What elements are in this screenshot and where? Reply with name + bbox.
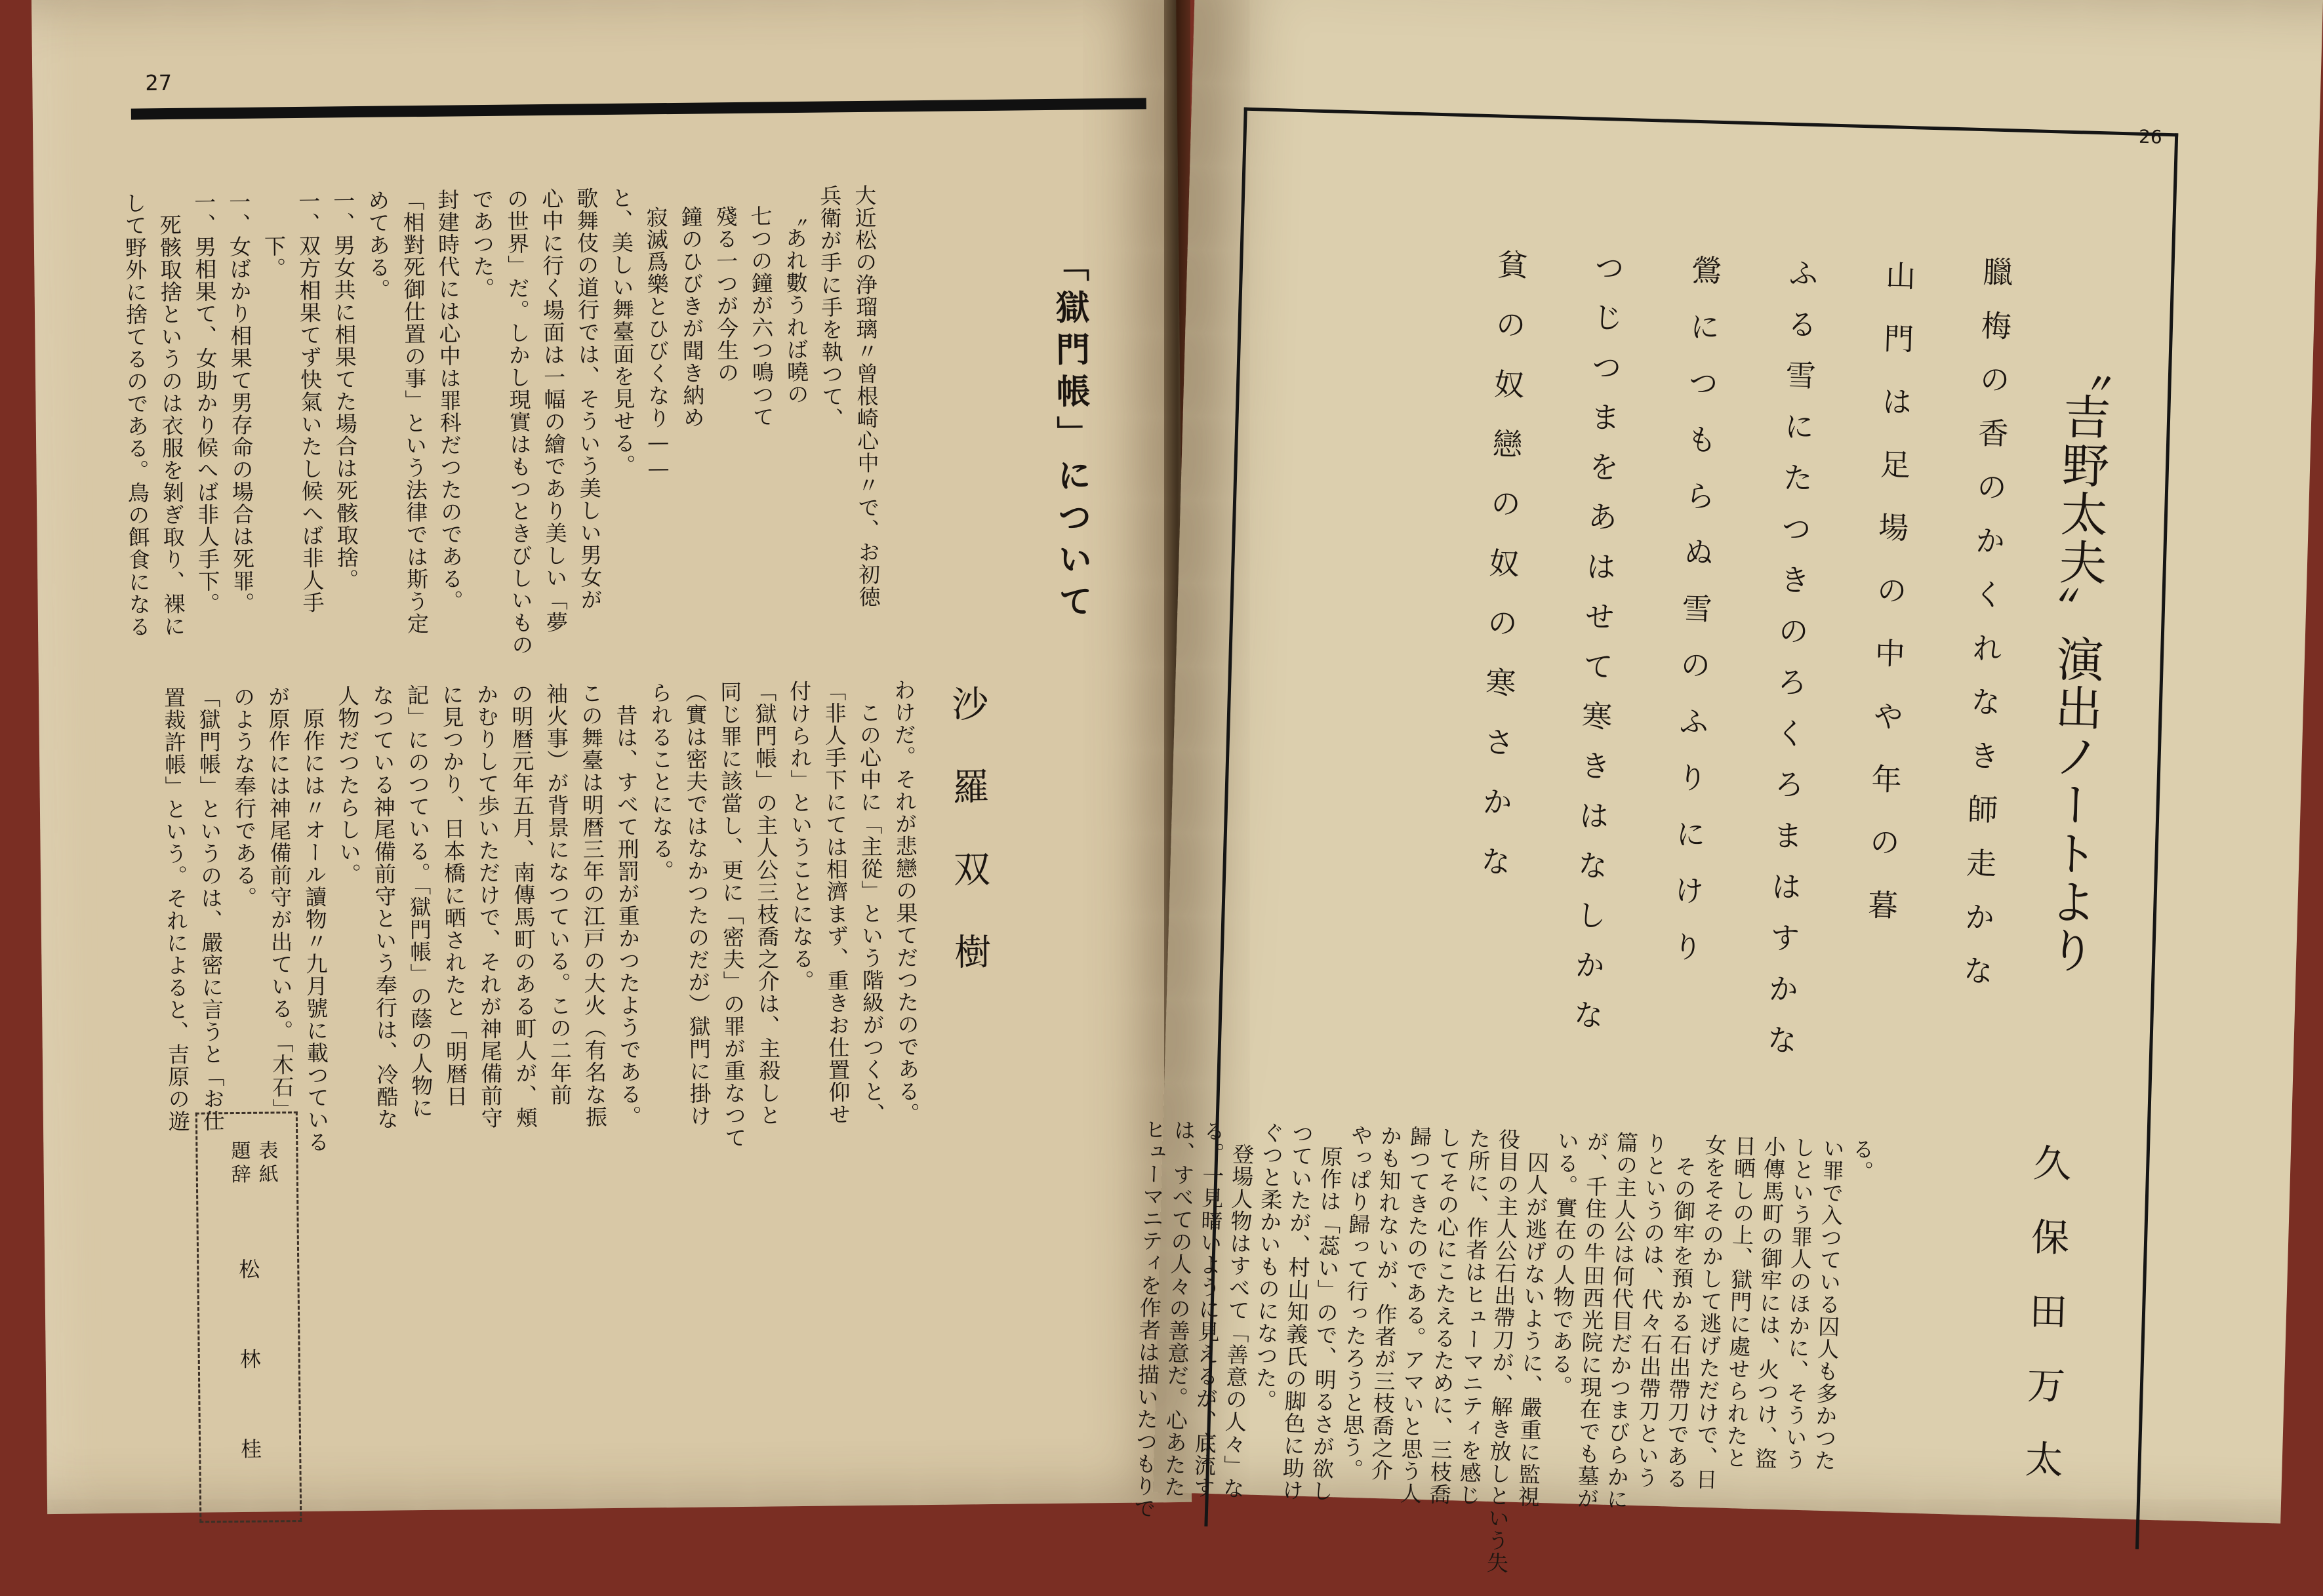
lower-column: 人物だつたらしい。 xyxy=(334,685,363,886)
upper-column: 鐘のひびきが聞き納め xyxy=(677,205,706,429)
lower-column: 昔は、すべて刑罰が重かつたようである。 xyxy=(612,681,643,1128)
lower-column: わけだ。それが悲戀の果てだつたのである。 xyxy=(890,679,921,1125)
upper-column: 〝あれ數うれば曉の xyxy=(782,204,810,406)
upper-column: 大近松の浄瑠璃〃曾根崎心中〃で、お初徳 xyxy=(851,184,881,608)
upper-column: 「相對死御仕置の事」という法律では斯う定 xyxy=(399,188,430,635)
continued-column: やっぱり歸って行ったろうと思う。 xyxy=(1338,1123,1374,1481)
continued-column: 役目の主人公石出帶刀が、解き放しという失 xyxy=(1483,1127,1522,1574)
continued-column: しという罪人のほかに、そういう xyxy=(1781,1136,1817,1471)
continued-column: いる。實在の人物である。 xyxy=(1547,1129,1581,1398)
continued-column: る。 xyxy=(1848,1137,1876,1184)
upper-column: 封建時代には心中は罪科だつたのである。 xyxy=(434,188,464,612)
continued-column: い罪で入つている囚人も多かつた xyxy=(1811,1136,1846,1472)
haiku-line: ふる雪にたつきのろくろまはすかな xyxy=(1761,256,1820,1076)
upper-column: 兵衛が手に手を執つて、 xyxy=(817,184,845,430)
upper-column: 一、男相果て、女助かり候へば非人手下。 xyxy=(191,191,221,615)
article-author: 沙羅双樹 xyxy=(946,684,992,1016)
haiku-line: 貧の奴戀の奴の寒さかな xyxy=(1475,249,1529,906)
lower-column: られることになる。 xyxy=(647,681,676,883)
lower-column: 記」にのつている。「獄門帳」の蔭の人物に xyxy=(403,683,434,1119)
lower-column: かむりして歩いただけで、それが神尾備前守 xyxy=(473,683,504,1130)
lower-column: 「非人手下にては相濟まず、重きお仕置仰せ xyxy=(820,679,852,1126)
lower-column: （實は密夫ではなかつたのだが）獄門に掛け xyxy=(681,681,713,1127)
upper-column: であつた。 xyxy=(469,188,496,300)
upper-column: 殘る一つが今生の xyxy=(712,205,740,384)
lower-column: 「獄門帳」の主人公三枝喬之介は、主殺しと xyxy=(751,680,782,1127)
continued-column: ヒューマニティを作者は描いたつもりで xyxy=(1130,1117,1167,1520)
cover-inscription-box xyxy=(195,1111,302,1528)
box-name: 松林桂 xyxy=(235,1258,264,1528)
essay-title: 〝吉野太夫〟演出ノートより xyxy=(2040,343,2113,976)
continued-column: 篇の主人公は何代目だかつまびらかに xyxy=(1603,1130,1640,1511)
lower-column: 置裁許帳」という。それによると、吉原の遊 xyxy=(160,686,192,1133)
upper-column: 死骸取捨というのは衣服を剝ぎ取り、裸に xyxy=(156,191,187,638)
haiku-line: 山門は足場の中や年の暮 xyxy=(1862,259,1917,953)
upper-column: して野外に捨てるのである。鳥の餌食になる xyxy=(121,191,152,638)
continued-column: が、千住の牛田西光院に現在でも墓が xyxy=(1573,1130,1610,1510)
upper-column: 七つの鐘が六つ鳴つて xyxy=(747,205,775,428)
continued-column: 日晒しの上、獄門に處せられたと xyxy=(1722,1134,1758,1469)
box-label-cover: 表紙 xyxy=(254,1140,278,1187)
essay-author: 久保田万太 xyxy=(2017,1142,2072,1515)
continued-column: 原作は「蕊い」ので、明るさが欲し xyxy=(1308,1123,1344,1503)
upper-column: 歌舞伎の道行では、そういう美しい男女が xyxy=(573,187,603,611)
continued-column: かも知れないが、作者が三枝喬之介 xyxy=(1367,1124,1404,1482)
lower-column: のような奉行である。 xyxy=(230,685,258,909)
continued-column: 歸つてきたのである。アマいと思う人 xyxy=(1396,1125,1433,1506)
upper-column: 寂滅爲樂とひびくなり—— xyxy=(643,206,672,482)
continued-column: は、すべての人々の善意だ。心あたた xyxy=(1160,1119,1197,1498)
lower-column: の明暦元年五月、南傳馬町のある町人が、頰 xyxy=(508,683,539,1129)
continued-column: 女をそそのかして逃げただけで、日 xyxy=(1692,1133,1728,1491)
upper-column: 下。 xyxy=(260,190,287,280)
lower-column: 原作には〃オール讀物〃九月號に載つている xyxy=(299,685,331,1153)
article-title: 「獄門帳」について xyxy=(1049,247,1093,626)
lower-column: が原作には神尾備前守が出ている。「木石」 xyxy=(264,685,295,1121)
upper-column: 一、女ばかり相果て男存命の場合は死罪。 xyxy=(226,190,256,615)
upper-column: と、美しい舞臺面を見せる。 xyxy=(608,186,637,477)
page-number-right: 26 xyxy=(2138,125,2163,148)
box-label-inscription: 題辞 xyxy=(227,1140,251,1188)
haiku-line: 臘梅の香のかくれなき師走かな xyxy=(1957,255,2014,1010)
top-rule xyxy=(131,98,1146,119)
left-page xyxy=(31,0,1192,1528)
lower-column: この舞臺は明暦三年の江戸の大火（有名な振 xyxy=(577,682,609,1128)
continued-column: る。一見暗いように見えるが、底流す xyxy=(1190,1119,1226,1500)
continued-column: りというのは、代々石出帶刀という xyxy=(1633,1132,1669,1490)
haiku-line: つじつまをあはせて寒きはなしかな xyxy=(1567,251,1626,1050)
upper-column: 心中に行く場面は一幅の繪であり美しい「夢 xyxy=(538,187,569,634)
continued-column: 登場人物はすべて「善意の人々」な xyxy=(1219,1120,1256,1500)
continued-column: た所に、作者はヒューマニティを感じ xyxy=(1455,1127,1492,1507)
lower-column: 袖火事）が背景になつている。この二年前 xyxy=(542,682,573,1107)
lower-column: 「獄門帳」というのは、嚴密に言うと「お仕 xyxy=(195,686,226,1132)
continued-column: ぐつと柔かいものになつた。 xyxy=(1251,1121,1285,1412)
continued-column: 小傳馬町の御牢には、火つけ、盜 xyxy=(1752,1135,1787,1471)
upper-column: 一、男女共に相果てた場合は死骸取捨。 xyxy=(330,190,360,591)
continued-column: つていたが、村山知義氏の脚色に助け xyxy=(1278,1122,1315,1502)
continued-column: 囚人が逃げないように、嚴重に監視 xyxy=(1514,1128,1551,1509)
haiku-line: 鶯につもらぬ雪のふりにけり xyxy=(1667,254,1723,988)
lower-column: この心中に「主從」という階級がつくと、 xyxy=(855,679,887,1126)
lower-column: 付けられ」ということになる。 xyxy=(786,679,815,993)
upper-column: 一、双方相果てず快氣いたし候へば非人手 xyxy=(295,190,325,614)
upper-column: の世界」だ。しかし現實はもつときびしいもの xyxy=(504,188,535,656)
page-number-left: 27 xyxy=(145,70,172,96)
continued-column: その御牢を預かる石出帶刀である xyxy=(1663,1132,1699,1490)
lower-column: に見つかり、日本橋に晒されたと「明暦日 xyxy=(438,683,469,1107)
right-page xyxy=(1130,0,2323,1574)
continued-column: してその心にこたえるために、三枝喬 xyxy=(1426,1126,1463,1506)
lower-column: 同じ罪に該當し、更に「密夫」の罪が重なつて xyxy=(716,680,748,1149)
upper-column: めてある。 xyxy=(365,189,392,301)
lower-column: なつている神尾備前守という奉行は、冷酷な xyxy=(369,684,400,1130)
